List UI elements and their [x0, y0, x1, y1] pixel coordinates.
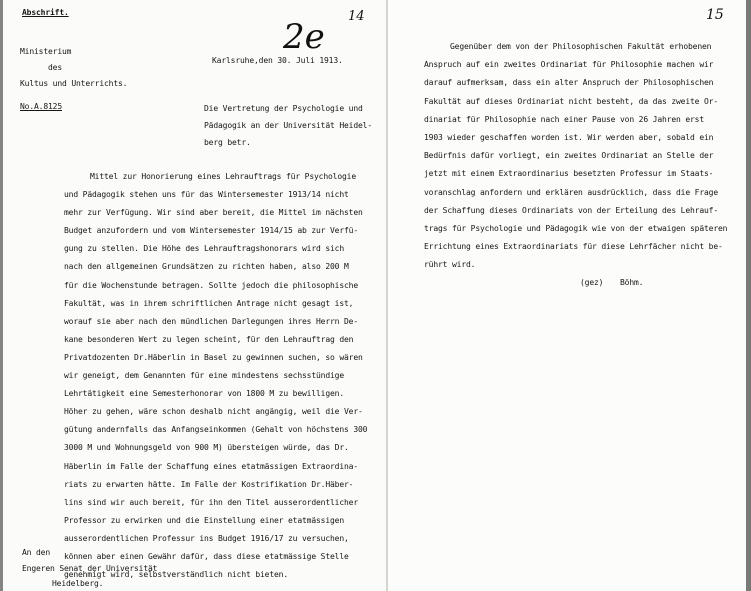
body-line: können aber einen Gewähr dafür, dass diese etatmässige Stelle: [64, 551, 349, 561]
body-line: Lehrtätigkeit eine Semesterhonorar von 1800 M zu bewilligen.: [64, 389, 344, 399]
body-line: Mittel zur Honorierung eines Lehrauftrags für Psychologie: [90, 172, 356, 181]
handwritten-folio-number-right: 15: [706, 7, 724, 23]
body-line: 3000 M und Wohnungsgeld von 900 M) übersteigen würde, das Dr.: [64, 443, 349, 453]
body-line: Fakultät auf dieses Ordinariat nicht besteht, da das zweite Or-: [424, 96, 718, 106]
place-date: Karlsruhe,den 30. Juli 1913.: [212, 56, 343, 65]
body-line: genehmigt wird, selbstverständlich nicht bieten.: [64, 570, 288, 580]
body-line: gung zu stellen. Die Höhe des Lehrauftragshonorars wird sich: [64, 244, 344, 254]
signature-name: Böhm.: [620, 278, 644, 287]
body-line: und Pädagogik stehen uns für das Wintersemester 1913/14 nicht: [64, 190, 349, 200]
body-line: ausserordentlichen Professur ins Budget 1916/17 zu versuchen,: [64, 533, 349, 543]
copy-mark: Abschrift.: [22, 8, 69, 17]
body-line: riats zu erwarten hätte. Im Falle der Kostrifikation Dr.Häber-: [64, 479, 354, 489]
authority-line-2: des: [48, 63, 62, 72]
subject-line-3: berg betr.: [204, 138, 251, 147]
letter-body: [64, 168, 367, 584]
body-line: jetzt mit einem Extraordinarius besetzten Professur im Staats-: [424, 169, 714, 179]
subject-line-2: Pädagogik an der Universität Heidel-: [204, 121, 372, 130]
body-line: Professor zu erwirken und die Einstellung einer etatmässigen: [64, 515, 344, 525]
body-line: worauf sie aber nach den mündlichen Darlegungen ihres Herrn De-: [64, 316, 358, 326]
body-line: rührt wird.: [424, 260, 476, 270]
handwritten-file-number: 2e: [283, 17, 325, 57]
body-line: Budget anzufordern und vom Wintersemester 1914/15 ab zur Verfü-: [64, 226, 358, 236]
body-line: Errichtung eines Extraordinariats für diese Lehrfächer nicht be-: [424, 242, 723, 252]
body-line: nach den allgemeinen Grundsätzen zu richten haben, also 200 M: [64, 262, 349, 272]
body-line: trags für Psychologie und Pädagogik wie von der etwaigen späteren: [424, 224, 728, 234]
reference-number: No.A.8125: [20, 102, 62, 111]
body-line: Bedürfnis dafür vorliegt, ein zweites Ordinariat an Stelle der: [424, 151, 714, 161]
body-line: Fakultät, was in ihrem schriftlichen Antrage nicht gesagt ist,: [64, 298, 354, 308]
body-line: voranschlag anfordern und erklären ausdrücklich, dass die Frage: [424, 187, 718, 197]
letter-body-continued: [424, 38, 727, 275]
body-line: gütung andernfalls das Anfangseinkommen (Gehalt von höchstens 300: [64, 425, 368, 435]
addressee-line-3: Heidelberg.: [52, 579, 104, 588]
scan-edge: [0, 0, 3, 591]
right-document-page: [388, 0, 751, 591]
body-line: Privatdozenten Dr.Häberlin in Basel zu gewinnen suchen, so wären: [64, 352, 363, 362]
body-line: für die Wochenstunde betragen. Sollte jedoch die philosophische: [64, 280, 358, 290]
body-line: 1903 wieder geschaffen worden ist. Wir werden aber, sobald ein: [424, 133, 714, 143]
authority-line-1: Ministerium: [20, 47, 72, 56]
body-line: lins sind wir auch bereit, für ihn den Titel ausserordentlicher: [64, 497, 358, 507]
body-line: Gegenüber dem von der Philosophischen Fakultät erhobenen: [450, 42, 712, 51]
body-line: darauf aufmerksam, dass ein alter Anspruch der Philosophischen: [424, 78, 714, 88]
body-line: dinariat für Philosophie nach einer Pause von 26 Jahren erst: [424, 114, 704, 124]
body-line: mehr zur Verfügung. Wir sind aber bereit, die Mittel im nächsten: [64, 208, 363, 218]
body-line: wir geneigt, dem Genannten für eine mindestens sechsstündige: [64, 371, 344, 381]
signature-prefix: (gez): [580, 278, 604, 287]
body-line: kane besonderen Wert zu legen scheint, für den Lehrauftrag den: [64, 334, 354, 344]
body-line: Höher zu gehen, wäre schon deshalb nicht angängig, weil die Ver-: [64, 407, 363, 417]
scan-edge-right: [746, 0, 751, 591]
body-line: Häberlin im Falle der Schaffung eines etatmässigen Extraordina-: [64, 461, 358, 471]
handwritten-folio-number: 14: [348, 9, 365, 24]
authority-line-3: Kultus und Unterrichts.: [20, 79, 128, 88]
body-line: Anspruch auf ein zweites Ordinariat für Philosophie machen wir: [424, 60, 714, 70]
addressee-line-1: An den: [22, 548, 50, 557]
addressee-line-2: Engeren Senat der Universität: [22, 564, 158, 573]
body-line: der Schaffung dieses Ordinariats von der Erteilung des Lehrauf-: [424, 205, 718, 215]
subject-line-1: Die Vertretung der Psychologie und: [204, 104, 363, 113]
